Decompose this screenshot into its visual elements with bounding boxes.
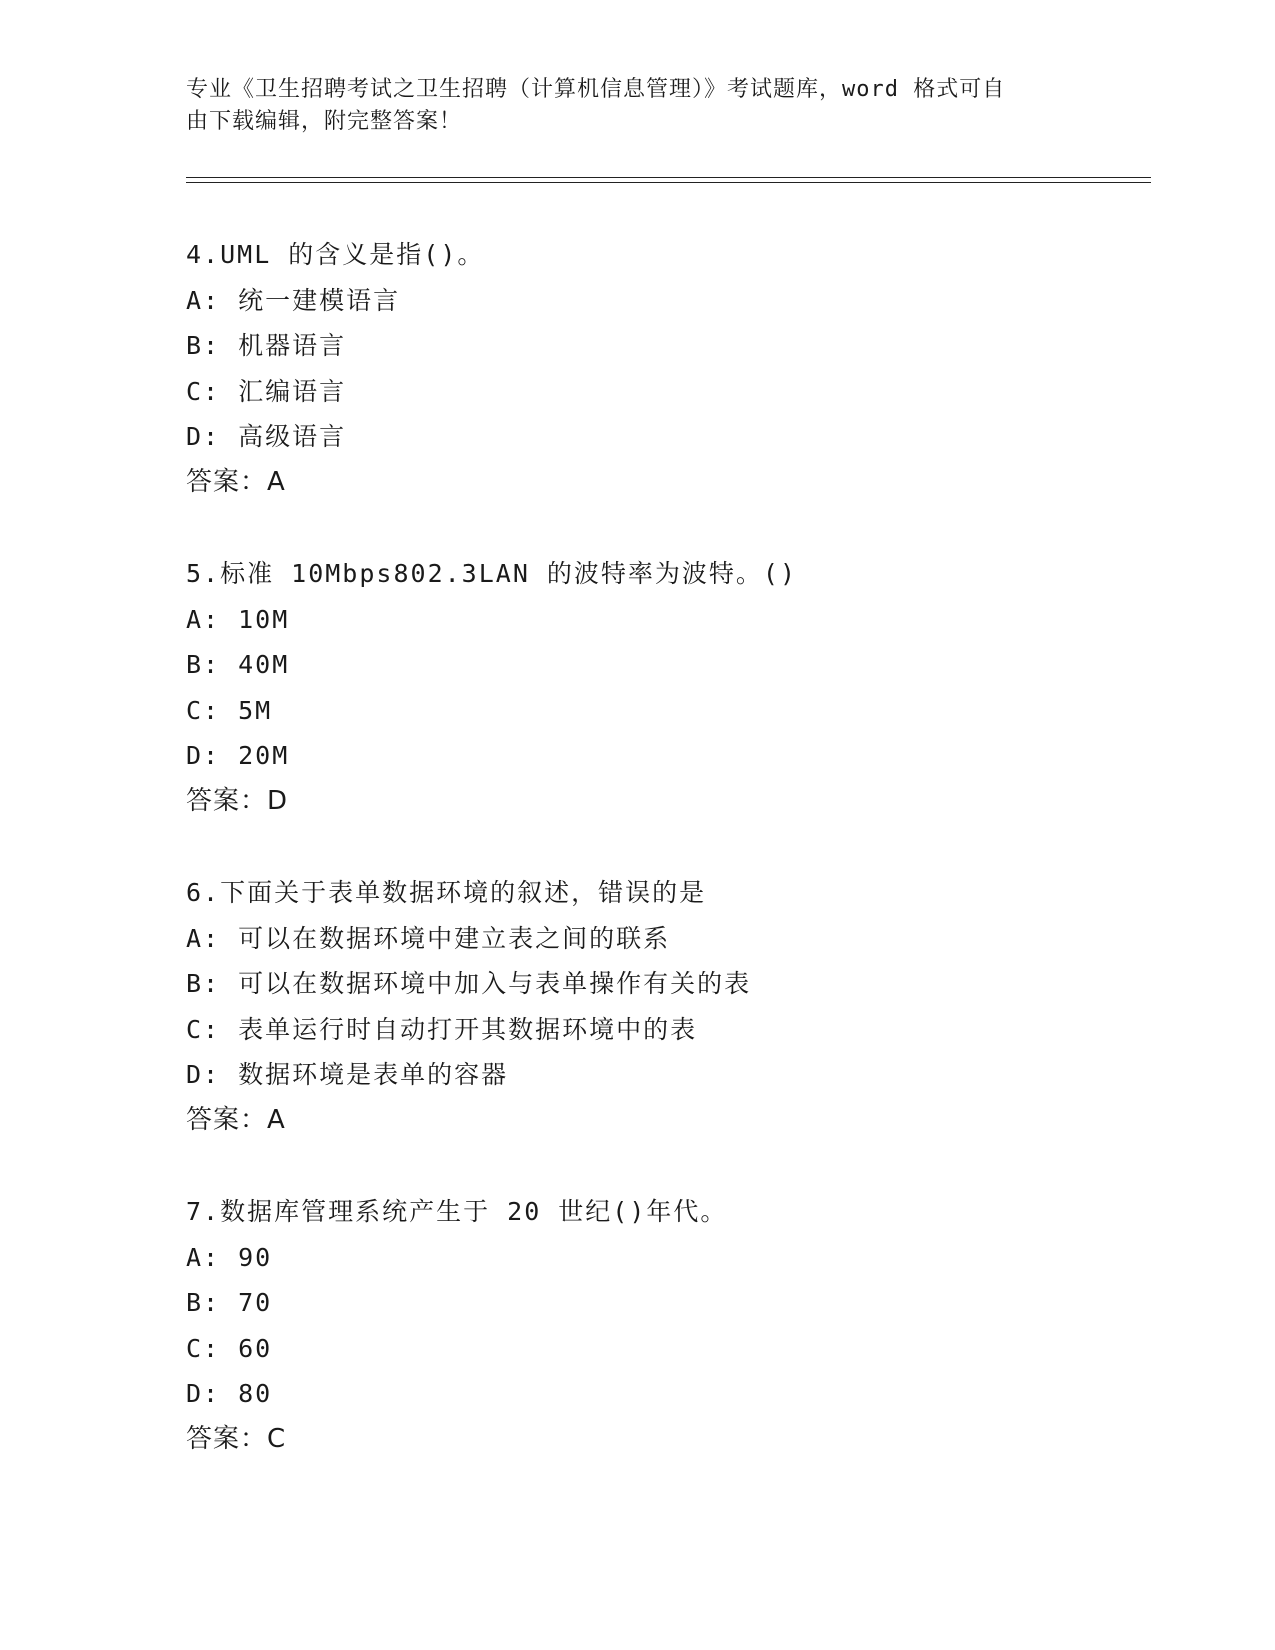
question-4: [186, 232, 1136, 505]
option-text: 表单运行时自动打开其数据环境中的表: [238, 1014, 698, 1044]
option-a: [186, 597, 1136, 643]
option-key: C:: [186, 1014, 221, 1044]
question-6: [186, 870, 1136, 1143]
option-d: [186, 733, 1136, 779]
answer-line: 答案：A: [186, 1104, 286, 1135]
document-header: [186, 74, 1086, 138]
question-stem: 5.标准 10Mbps802.3LAN 的波特率为波特。(): [186, 559, 798, 588]
option-text: 60: [238, 1333, 273, 1363]
option-c: [186, 369, 1136, 415]
question-5: [186, 551, 1136, 824]
option-b: [186, 323, 1136, 369]
header-divider-bottom: [186, 182, 1151, 183]
option-key: B:: [186, 969, 221, 998]
option-text: 40M: [238, 650, 290, 679]
option-key: A:: [186, 285, 221, 315]
option-key: A:: [186, 923, 221, 953]
header-line-2: 由下载编辑，附完整答案！: [186, 109, 463, 134]
question-stem: 4.UML 的含义是指()。: [186, 240, 485, 269]
option-b: [186, 961, 1136, 1007]
option-text: 90: [238, 1242, 273, 1272]
option-key: B:: [186, 331, 221, 360]
option-key: B:: [186, 1288, 221, 1317]
option-b: [186, 642, 1136, 688]
option-text: 70: [238, 1288, 273, 1317]
header-divider-top: [186, 177, 1151, 178]
option-text: 可以在数据环境中建立表之间的联系: [238, 923, 671, 953]
option-text: 5M: [238, 695, 273, 725]
option-d: [186, 1052, 1136, 1098]
option-c: [186, 1326, 1136, 1372]
option-key: C:: [186, 695, 221, 725]
option-a: [186, 1235, 1136, 1281]
question-stem: 7.数据库管理系统产生于 20 世纪()年代。: [186, 1197, 728, 1226]
answer-line: 答案：A: [186, 466, 286, 497]
option-text: 高级语言: [238, 422, 347, 451]
option-a: [186, 916, 1136, 962]
option-c: [186, 688, 1136, 734]
option-key: D:: [186, 422, 221, 451]
option-c: [186, 1007, 1136, 1053]
question-stem: 6.下面关于表单数据环境的叙述，错误的是: [186, 878, 707, 907]
option-key: D:: [186, 1060, 221, 1089]
option-text: 20M: [238, 741, 290, 770]
option-d: [186, 414, 1136, 460]
option-text: 可以在数据环境中加入与表单操作有关的表: [238, 969, 752, 998]
option-text: 10M: [238, 604, 290, 634]
option-key: A:: [186, 604, 221, 634]
option-key: D:: [186, 1379, 221, 1408]
option-key: C:: [186, 376, 221, 406]
option-a: [186, 278, 1136, 324]
question-7: [186, 1189, 1136, 1462]
answer-line: 答案：D: [186, 785, 289, 816]
option-d: [186, 1371, 1136, 1417]
option-text: 机器语言: [238, 331, 347, 360]
option-key: D:: [186, 741, 221, 770]
option-key: A:: [186, 1242, 221, 1272]
option-text: 统一建模语言: [238, 285, 401, 315]
option-b: [186, 1280, 1136, 1326]
answer-line: 答案：C: [186, 1423, 287, 1454]
option-text: 汇编语言: [238, 376, 347, 406]
header-line-1: 专业《卫生招聘考试之卫生招聘（计算机信息管理）》考试题库，word 格式可自: [186, 77, 1006, 102]
option-text: 80: [238, 1379, 273, 1408]
option-key: C:: [186, 1333, 221, 1363]
option-key: B:: [186, 650, 221, 679]
option-text: 数据环境是表单的容器: [238, 1060, 509, 1089]
